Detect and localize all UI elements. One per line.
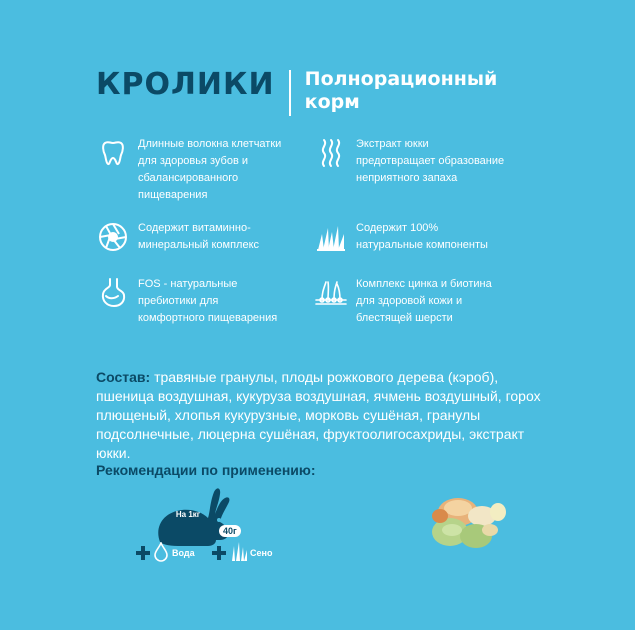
feature-fos: [96, 276, 288, 327]
hay-label: Сено: [250, 548, 273, 558]
vitamin-shutter-icon: [96, 220, 130, 254]
feature-yucca-text: Экстракт юкки предотвращает образование неприятного запаха: [356, 138, 505, 184]
feature-vitamins-text: Содержит витаминно-минеральный комплекс: [138, 222, 260, 251]
tooth-icon: [96, 136, 130, 170]
composition-paragraph: [96, 368, 556, 463]
header-divider: [289, 70, 291, 116]
composition-label: Состав:: [96, 369, 151, 385]
feature-natural-text: Содержит 100% натуральные компоненты: [356, 222, 488, 251]
feature-fiber-text: Длинные волокна клетчатки для здоровья зубов и сбалансированного пищеварения: [138, 138, 282, 201]
feature-skin-text: Комплекс цинка и биотина для здоровой кожи и блестящей шерсти: [356, 278, 492, 324]
composition-text: травяные гранулы, плоды рожкового дерева (кэроб), пшеница воздушная, кукуруза воздушная, ячмень воздушный, горох плющеный, хлопья кукурузные, морковь сушёная, гранулы подсолнечные, люцерна сушёная, фруктоолигосахриды, экстракт юкки.: [96, 369, 541, 461]
feature-fiber: [96, 136, 288, 204]
odor-waves-icon: [314, 136, 348, 170]
header: [96, 68, 545, 116]
plus-icon: [212, 546, 226, 560]
subtitle-line-1: Полнорационный: [304, 68, 498, 90]
dosage-per-weight: На 1кг: [175, 510, 201, 519]
grass-icon: [314, 220, 348, 254]
skin-hair-icon: [314, 276, 348, 310]
dosage-grams-badge: 40г: [219, 525, 241, 537]
subtitle-line-2: корм: [304, 91, 360, 113]
water-label: Вода: [172, 548, 195, 558]
feature-skin: [314, 276, 506, 327]
feature-vitamins: [96, 220, 288, 254]
feature-yucca: [314, 136, 506, 187]
water-drop-icon: [154, 542, 168, 562]
food-pellets-image: [410, 486, 520, 556]
stomach-icon: [96, 276, 130, 310]
feature-natural: [314, 220, 506, 254]
brand-title: КРОЛИКИ: [96, 67, 275, 102]
hay-icon: [229, 540, 249, 562]
plus-icon: [136, 546, 150, 560]
recommendations-title: Рекомендации по применению:: [96, 462, 316, 478]
feature-fos-text: FOS - натуральные пребиотики для комфортного пищеварения: [138, 278, 278, 324]
product-subtitle: [305, 68, 545, 114]
